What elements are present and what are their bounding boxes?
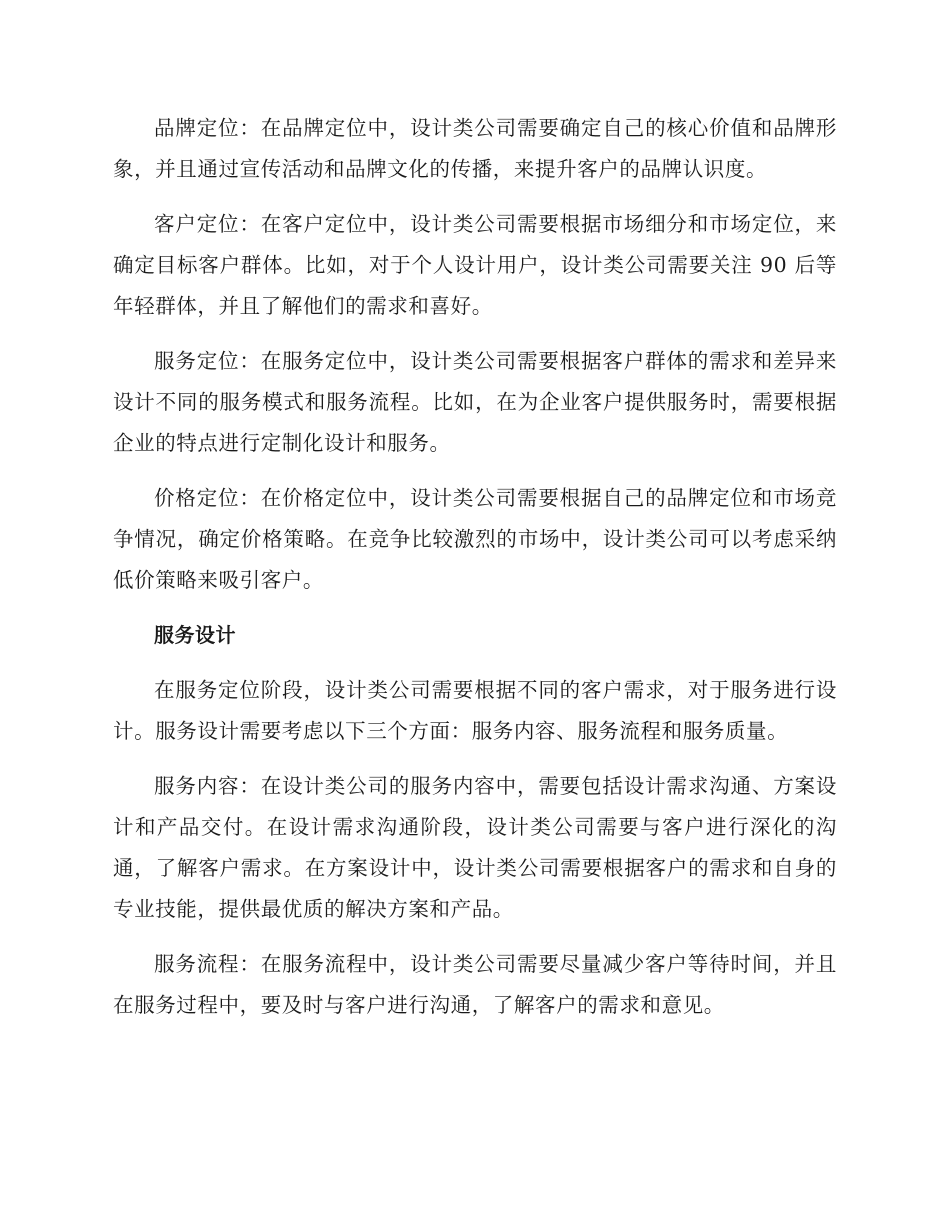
paragraph-service-process: 服务流程：在服务流程中，设计类公司需要尽量减少客户等待时间，并且在服务过程中，要及时与客户进行沟通，了解客户的需求和意见。 xyxy=(113,952,837,1017)
paragraph-service-design-intro: 在服务定位阶段，设计类公司需要根据不同的客户需求，对于服务进行设计。服务设计需要考虑以下三个方面：服务内容、服务流程和服务质量。 xyxy=(113,678,837,743)
paragraph-service-content: 服务内容：在设计类公司的服务内容中，需要包括设计需求沟通、方案设计和产品交付。在设计需求沟通阶段，设计类公司需要与客户进行深化的沟通，了解客户需求。在方案设计中，设计类公司需要根据客户的需求和自身的专业技能，提供最优质的解决方案和产品。 xyxy=(113,774,837,921)
section-heading: 服务设计 xyxy=(154,623,236,647)
paragraph-brand-positioning: 品牌定位：在品牌定位中，设计类公司需要确定自己的核心价值和品牌形象，并且通过宣传活动和品牌文化的传播，来提升客户的品牌认识度。 xyxy=(113,116,837,181)
paragraph-customer-positioning: 客户定位：在客户定位中，设计类公司需要根据市场细分和市场定位，来确定目标客户群体。比如，对于个人设计用户，设计类公司需要关注 90 后等年轻群体，并且了解他们的需求和喜好。 xyxy=(113,212,837,318)
document-page xyxy=(113,108,837,1026)
paragraph-price-positioning: 价格定位：在价格定位中，设计类公司需要根据自己的品牌定位和市场竞争情况，确定价格策略。在竞争比较激烈的市场中，设计类公司可以考虑采纳低价策略来吸引客户。 xyxy=(113,486,837,592)
paragraph-service-positioning: 服务定位：在服务定位中，设计类公司需要根据客户群体的需求和差异来设计不同的服务模式和服务流程。比如，在为企业客户提供服务时，需要根据企业的特点进行定制化设计和服务。 xyxy=(113,349,837,455)
